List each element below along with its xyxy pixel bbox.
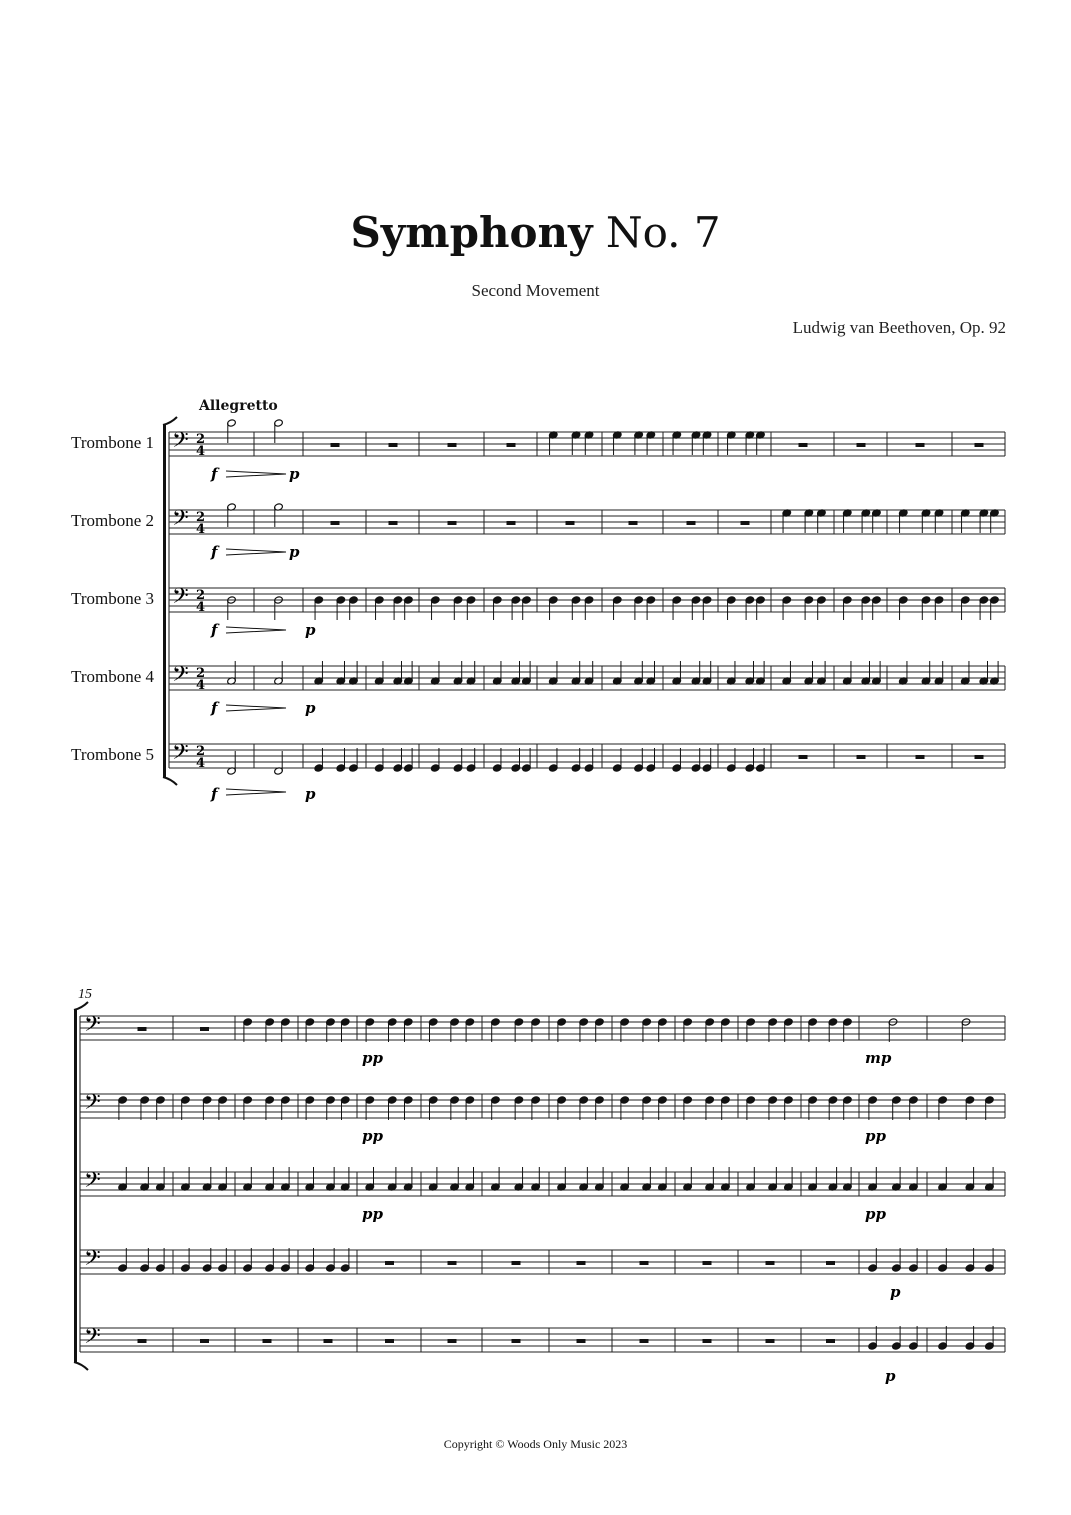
system-bracket [163,425,166,777]
bass-clef-icon: 𝄢 [172,740,189,770]
measure-rest [507,443,516,447]
measure-rest [331,521,340,525]
time-signature-bottom: 4 [196,522,206,537]
measure-rest [448,521,457,525]
dynamic-piano: p [890,1283,901,1301]
dynamic-pianissimo: pp [362,1049,383,1067]
measure-rest [448,1339,457,1343]
bracket-hook [74,1362,88,1370]
measure-rest [389,521,398,525]
measure-number: 15 [78,987,92,1002]
measure-rest [640,1339,649,1343]
measure-rest [512,1339,521,1343]
instrument-label-trombone-1: Trombone 1 [71,433,154,452]
measure-rest [263,1339,272,1343]
measure-rest [324,1339,333,1343]
measure-rest [826,1339,835,1343]
measure-rest [507,521,516,525]
time-signature-top: 2 [196,744,206,759]
bracket-hook [163,777,177,785]
dynamic-forte: f [211,785,218,803]
measure-rest [200,1339,209,1343]
bass-clef-icon: 𝄢 [84,1246,101,1276]
dynamic-piano: p [305,621,316,639]
measure-rest [703,1339,712,1343]
time-signature-bottom: 4 [196,756,206,771]
instrument-label-trombone-2: Trombone 2 [71,511,154,530]
dynamic-forte: f [211,699,218,717]
system-bracket [74,1010,77,1362]
decrescendo-hairpin [226,705,286,711]
measure-rest [826,1261,835,1265]
measure-rest [577,1261,586,1265]
dynamic-pianissimo: pp [362,1127,383,1145]
measure-rest [640,1261,649,1265]
composer-credit: Ludwig van Beethoven, Op. 92 [792,318,1006,337]
tempo-marking: Allegretto [199,398,278,414]
measure-rest [389,443,398,447]
time-signature-bottom: 4 [196,600,206,615]
measure-rest [857,443,866,447]
movement-subtitle: Second Movement [471,281,600,300]
dynamic-pianissimo: pp [865,1127,886,1145]
measure-rest [799,755,808,759]
time-signature-bottom: 4 [196,678,206,693]
title-number: No. 7 [592,208,721,257]
measure-rest [385,1261,394,1265]
measure-rest [857,755,866,759]
bass-clef-icon: 𝄢 [84,1168,101,1198]
bracket-hook [74,1002,88,1010]
measure-rest [703,1261,712,1265]
bass-clef-icon: 𝄢 [84,1090,101,1120]
bass-clef-icon: 𝄢 [172,662,189,692]
measure-rest [200,1027,209,1031]
dynamic-piano: p [289,465,300,483]
time-signature-top: 2 [196,588,206,603]
decrescendo-hairpin [226,789,286,795]
dynamic-forte: f [211,621,218,639]
measure-rest [385,1339,394,1343]
bass-clef-icon: 𝄢 [172,428,189,458]
dynamic-forte: f [211,465,218,483]
instrument-label-trombone-5: Trombone 5 [71,745,154,764]
dynamic-piano: p [885,1367,896,1385]
dynamic-piano: p [305,699,316,717]
measure-rest [916,755,925,759]
time-signature-bottom: 4 [196,444,206,459]
measure-rest [975,755,984,759]
time-signature-top: 2 [196,510,206,525]
measure-rest [512,1261,521,1265]
measure-rest [138,1339,147,1343]
measure-rest [331,443,340,447]
dynamic-pianissimo: pp [362,1205,383,1223]
measure-rest [766,1261,775,1265]
measure-rest [741,521,750,525]
copyright-footer: Copyright © Woods Only Music 2023 [443,1437,628,1451]
time-signature-top: 2 [196,666,206,681]
measure-rest [975,443,984,447]
measure-rest [766,1339,775,1343]
decrescendo-hairpin [226,627,286,633]
instrument-label-trombone-3: Trombone 3 [71,589,154,608]
bracket-hook [163,417,177,425]
decrescendo-hairpin [226,471,286,477]
measure-rest [566,521,575,525]
dynamic-forte: f [211,543,218,561]
measure-rest [448,1261,457,1265]
bass-clef-icon: 𝄢 [172,506,189,536]
time-signature-top: 2 [196,432,206,447]
dynamics-system-2 [362,1049,901,1385]
bass-clef-icon: 𝄢 [84,1012,101,1042]
decrescendo-hairpin [226,549,286,555]
dynamic-piano: p [305,785,316,803]
dynamic-piano: p [289,543,300,561]
measure-rest [577,1339,586,1343]
dynamic-pianissimo: pp [865,1205,886,1223]
dynamic-mezzo-piano: mp [865,1049,892,1067]
instrument-label-trombone-4: Trombone 4 [71,667,154,686]
measure-rest [448,443,457,447]
bass-clef-icon: 𝄢 [84,1324,101,1354]
measure-rest [916,443,925,447]
measure-rest [687,521,696,525]
title-main: Symphony [350,208,593,257]
measure-rest [138,1027,147,1031]
measure-rest [799,443,808,447]
measure-rest [629,521,638,525]
bass-clef-icon: 𝄢 [172,584,189,614]
